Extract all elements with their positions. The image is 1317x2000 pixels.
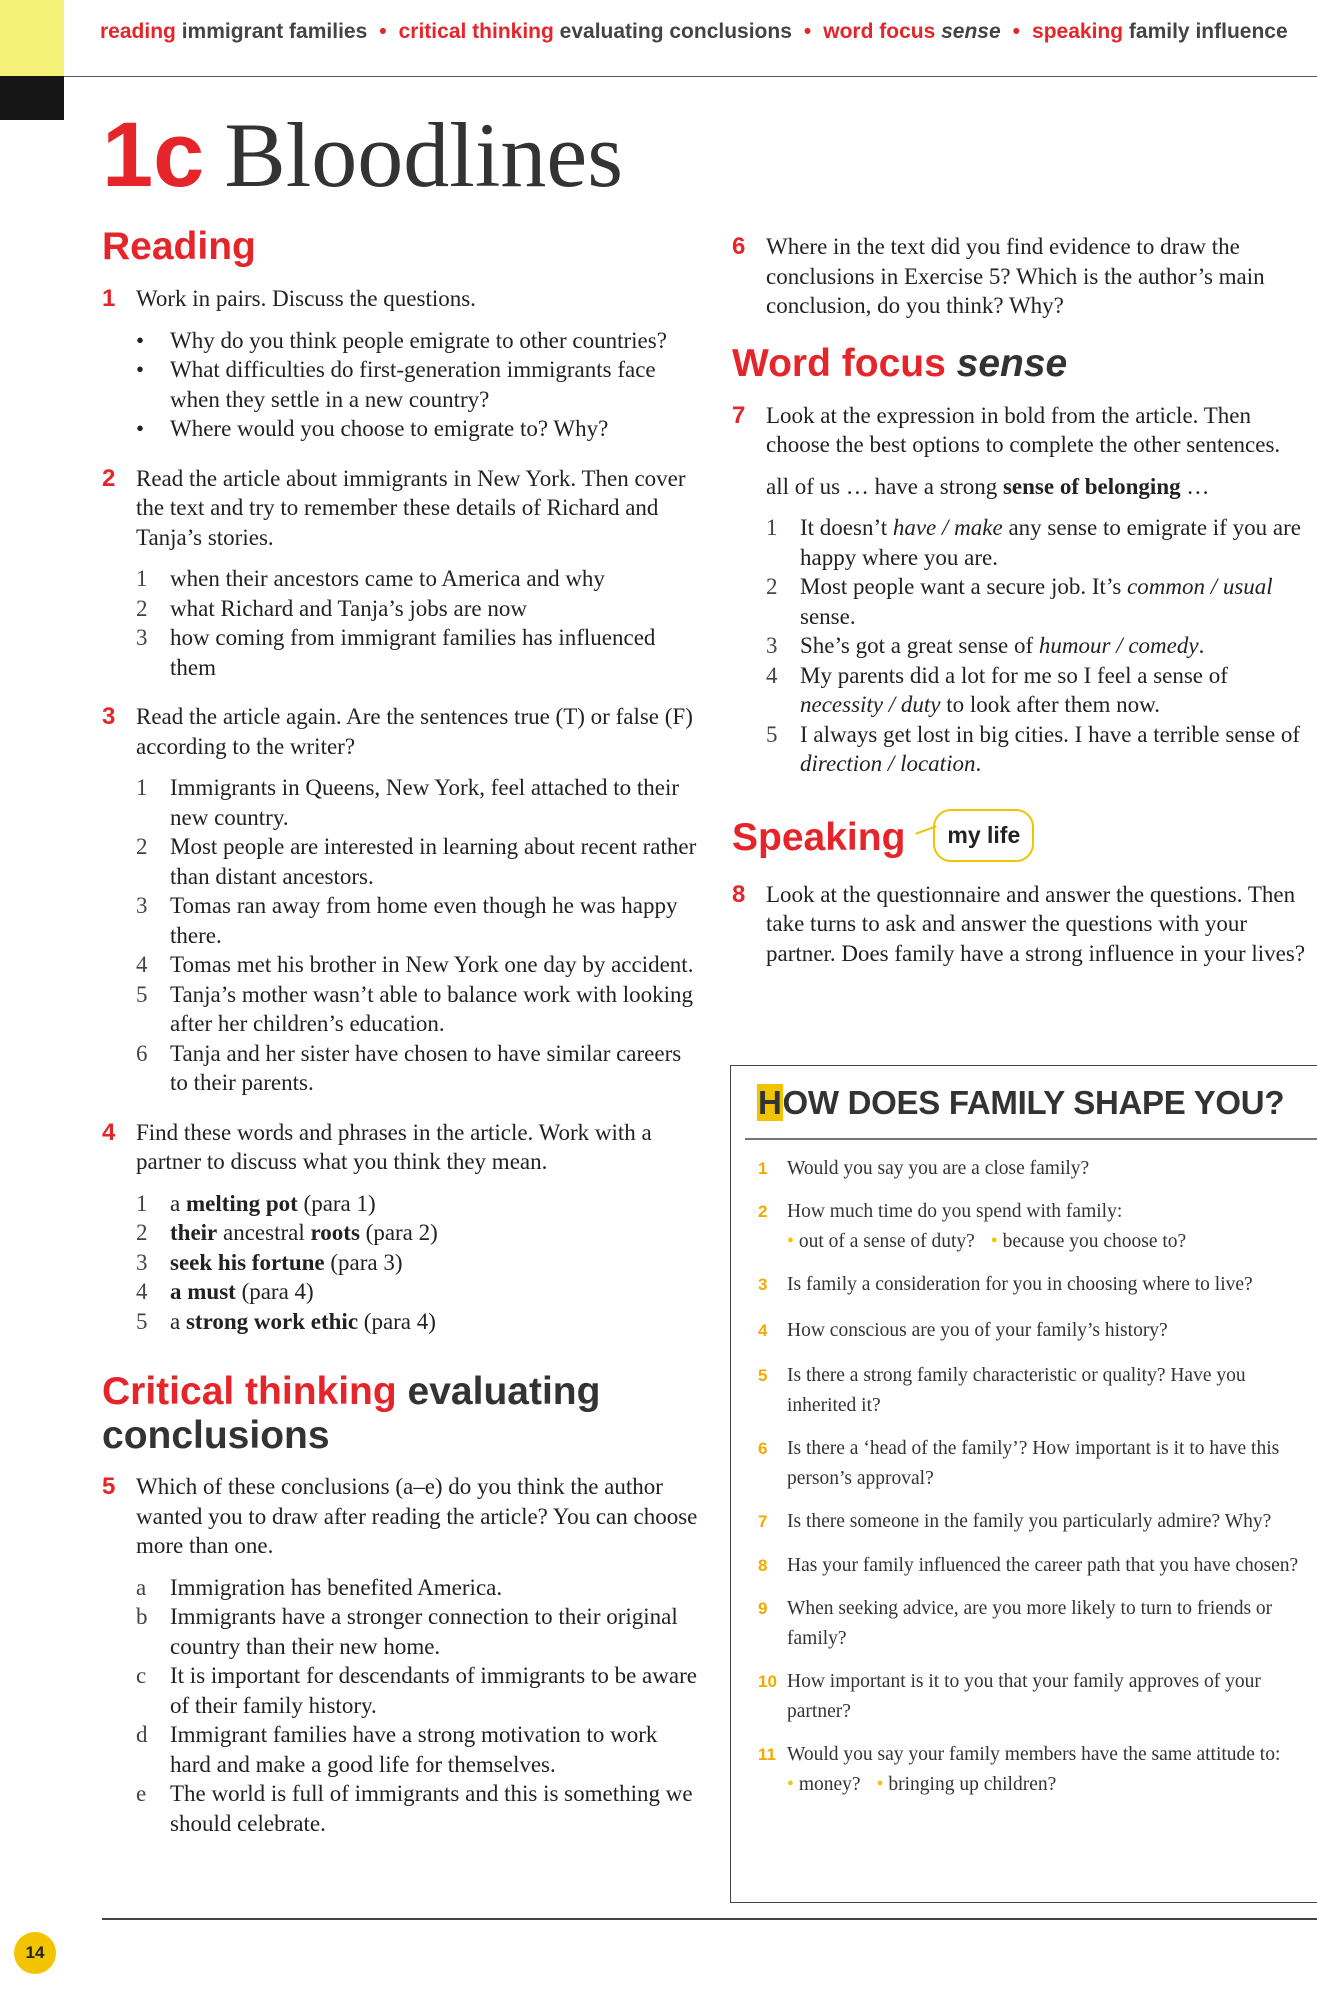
right-column [732,232,1312,968]
question-item: 5 Is there a strong family characteristic or quality? Have you inherited it? [758,1365,1246,1416]
header-divider [64,76,1317,77]
questionnaire-title: HOW DOES FAMILY SHAPE YOU? [758,1084,1285,1121]
header-item-reading: reading immigrant families [100,20,368,43]
list-item: 4 Tomas met his brother in New York one day by accident. [136,952,694,977]
exercise-3: 3 Read the article again. Are the sentences true (T) or false (F) according to the writer? [102,703,693,759]
list-item: 2 their ancestral roots (para 2) [136,1220,438,1245]
exercise-5: 5 Which of these conclusions (a–e) do you think the author wanted you to draw after reading the article? You can choose more than one. [102,1473,698,1558]
page-title: 1c Bloodlines [102,104,624,206]
footer-divider [102,1918,1317,1920]
question-item: 10 How important is it to you that your family approves of your partner? [758,1671,1261,1722]
my-life-badge: my life [933,809,1034,862]
list-item: 2 what Richard and Tanja’s jobs are now [136,595,527,621]
list-item: 1 when their ancestors came to America and why [136,566,605,591]
list-item: • Why do you think people emigrate to other countries? [102,326,702,356]
list-item: d Immigrant families have a strong motivation to work hard and make a good life for themselves. [136,1722,658,1777]
list-item: 4 a must (para 4) [136,1279,314,1304]
reading-heading: Reading [102,225,256,268]
list-item: • Where would you choose to emigrate to? Why? [102,414,702,444]
question-option: • money? [787,1774,861,1795]
list-item: 3 how coming from immigrant families has influenced them [136,625,656,680]
header-item-word-focus: word focus sense [823,20,1001,43]
list-item: 5 I always get lost in big cities. I have a terrible sense of direction / location. [766,721,1301,776]
exercise-7: 7 Look at the expression in bold from the article. Then choose the best options to complete the other sentences. [732,401,1281,457]
list-item: 2 Most people are interested in learning about recent rather than distant ancestors. [136,834,697,889]
example-sentence: all of us … have a strong sense of belonging … [766,473,1210,499]
list-item: 3 She’s got a great sense of humour / comedy. [766,633,1205,658]
left-column [102,224,702,1838]
question-item: 4 How conscious are you of your family’s history? [758,1319,1168,1341]
list-item: c It is important for descendants of immigrants to be aware of their family history. [136,1663,697,1718]
exercise-4: 4 Find these words and phrases in the article. Work with a partner to discuss what you think they mean. [102,1118,652,1174]
question-item: 11 Would you say your family members have the same attitude to: • money?• bringing up children? [731,1740,1317,1799]
list-item: 3 Tomas ran away from home even though he was happy there. [136,893,678,948]
page-number: 14 [14,1932,56,1974]
list-item: e The world is full of immigrants and this is something we should celebrate. [136,1781,693,1836]
speaking-heading: Speaking my life [732,813,1312,866]
exercise-2: 2 Read the article about immigrants in New York. Then cover the text and try to remember these details of Richard and Tanja’s stories. [102,464,686,550]
list-item: b Immigrants have a stronger connection to their original country than their new home. [136,1604,678,1659]
word-focus-heading: Word focus sense [732,341,1068,385]
list-item: 5 Tanja’s mother wasn’t able to balance work with looking after her children’s education. [136,981,694,1036]
black-corner-tab [0,76,64,120]
list-item: 6 Tanja and her sister have chosen to have similar careers to their parents. [136,1040,682,1095]
question-option: • out of a sense of duty? [787,1231,975,1252]
list-item: 1 a melting pot (para 1) [136,1190,376,1216]
topic-header-bar: reading immigrant families • critical thinking evaluating conclusions • word focus sense • speaking family influence [100,20,1288,43]
exercise-8: 8 Look at the questionnaire and answer the questions. Then take turns to ask and answer the questions with your partner. Does family have a strong influence in your lives? [732,880,1306,966]
list-item: 5 a strong work ethic (para 4) [136,1308,436,1334]
critical-thinking-heading: Critical thinking evaluating conclusions [102,1370,601,1457]
exercise-1: 1 Work in pairs. Discuss the questions. [102,285,476,312]
question-item: 8 Has your family influenced the career path that you have chosen? [758,1554,1299,1576]
list-item: 1 Immigrants in Queens, New York, feel attached to their new country. [136,775,680,830]
list-item: 3 seek his fortune (para 3) [136,1249,403,1275]
question-item: 6 Is there a ‘head of the family’? How important is it to have this person’s approval? [758,1438,1280,1489]
list-item: • What difficulties do first-generation immigrants face when they settle in a new country? [102,355,702,414]
list-item: 4 My parents did a lot for me so I feel a sense of necessity / duty to look after them now. [766,662,1228,717]
question-item: 2 How much time do you spend with family: • out of a sense of duty?• because you choose to? [731,1197,1317,1256]
yellow-corner-tab [0,0,64,76]
list-item: 2 Most people want a secure job. It’s common / usual sense. [766,574,1273,629]
list-item: 1 It doesn’t have / make any sense to emigrate if you are happy where you are. [766,515,1301,570]
exercise-6: 6 Where in the text did you find evidence to draw the conclusions in Exercise 5? Which is the author’s main conclusion, do you think? Why? [732,233,1265,318]
question-item: 1 Would you say you are a close family? [758,1157,1090,1179]
question-item: 3 Is family a consideration for you in choosing where to live? [758,1274,1253,1295]
questionnaire-box [730,1065,1317,1903]
header-item-critical-thinking: critical thinking evaluating conclusions [398,20,792,43]
question-item: 9 When seeking advice, are you more likely to turn to friends or family? [758,1598,1273,1649]
header-item-speaking: speaking family influence [1032,20,1288,43]
question-option: • because you choose to? [991,1231,1186,1252]
question-option: • bringing up children? [877,1774,1057,1795]
list-item: a Immigration has benefited America. [136,1574,503,1600]
question-item: 7 Is there someone in the family you particularly admire? Why? [758,1511,1272,1532]
